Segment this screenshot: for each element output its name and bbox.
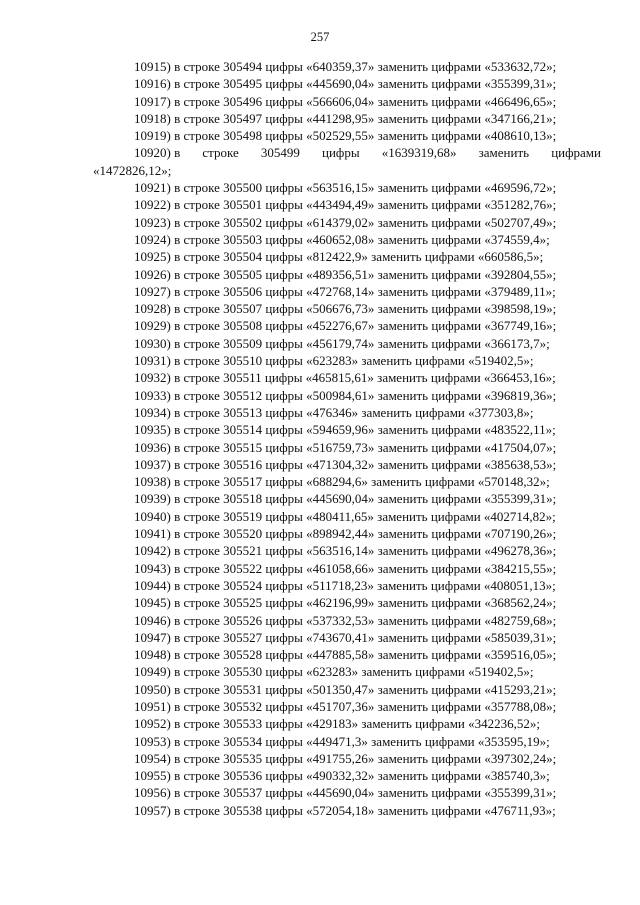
amendment-line: 10954) в строке 305535 цифры «491755,26» заменить цифрами «397302,24»; [134,750,557,766]
wrapped-entry-word: 10920) в [134,145,181,161]
wrapped-entry-word: заменить [478,145,530,161]
amendment-line: 10957) в строке 305538 цифры «572054,18» заменить цифрами «476711,93»; [134,802,556,818]
amendment-line: 10932) в строке 305511 цифры «465815,61» заменить цифрами «366453,16»; [134,370,556,386]
amendment-line: 10949) в строке 305530 цифры «623283» заменить цифрами «519402,5»; [134,664,534,680]
page-number: 257 [310,30,330,44]
amendment-line: 10937) в строке 305516 цифры «471304,32» заменить цифрами «385638,53»; [134,456,557,472]
amendment-line: 10924) в строке 305503 цифры «460652,08» заменить цифрами «374559,4»; [134,231,550,247]
amendment-line: 10933) в строке 305512 цифры «500984,61» заменить цифрами «396819,36»; [134,387,557,403]
amendment-line: 10941) в строке 305520 цифры «898942,44» заменить цифрами «707190,26»; [134,526,557,542]
wrapped-entry-word: «1639319,68» [381,145,457,161]
amendment-line: 10927) в строке 305506 цифры «472768,14» заменить цифрами «379489,11»; [134,283,556,299]
amendment-line: 10944) в строке 305524 цифры «511718,23» заменить цифрами «408051,13»; [134,577,556,593]
amendment-line: 10952) в строке 305533 цифры «429183» заменить цифрами «342236,52»; [134,716,540,732]
amendment-list [93,58,601,819]
amendment-line: 10938) в строке 305517 цифры «688294,6» заменить цифрами «570148,32»; [134,474,550,490]
amendment-line: 10925) в строке 305504 цифры «812422,9» заменить цифрами «660586,5»; [134,249,544,265]
wrapped-entry-word: цифрами [551,145,601,161]
amendment-line: 10931) в строке 305510 цифры «623283» заменить цифрами «519402,5»; [134,353,534,369]
amendment-line: 10936) в строке 305515 цифры «516759,73» заменить цифрами «417504,07»; [134,439,557,455]
entries-before [93,58,601,144]
amendment-line: 10935) в строке 305514 цифры «594659,96» заменить цифрами «483522,11»; [134,422,556,438]
amendment-line: 10951) в строке 305532 цифры «451707,36» заменить цифрами «357788,08»; [134,698,557,714]
amendment-line: 10921) в строке 305500 цифры «563516,15» заменить цифрами «469596,72»; [134,180,557,196]
wrapped-entry-word: цифры [322,145,360,161]
amendment-line: 10950) в строке 305531 цифры «501350,47» заменить цифрами «415293,21»; [134,681,557,697]
amendment-line: 10955) в строке 305536 цифры «490332,32» заменить цифрами «385740,3»; [134,768,550,784]
amendment-line: 10929) в строке 305508 цифры «452276,67» заменить цифрами «367749,16»; [134,318,557,334]
amendment-line: 10943) в строке 305522 цифры «461058,66» заменить цифрами «384215,55»; [134,560,557,576]
wrapped-entry-first-line [93,144,601,161]
amendment-line: 10916) в строке 305495 цифры «445690,04» заменить цифрами «355399,31»; [134,76,557,92]
amendment-line: 10945) в строке 305525 цифры «462196,99» заменить цифрами «368562,24»; [134,595,557,611]
amendment-line: 10953) в строке 305534 цифры «449471,3» заменить цифрами «353595,19»; [134,733,550,749]
amendment-line: 10917) в строке 305496 цифры «566606,04» заменить цифрами «466496,65»; [134,93,557,109]
amendment-line: 10930) в строке 305509 цифры «456179,74» заменить цифрами «366173,7»; [134,335,550,351]
amendment-line: 10923) в строке 305502 цифры «614379,02» заменить цифрами «502707,49»; [134,214,557,230]
amendment-line: 10939) в строке 305518 цифры «445690,04» заменить цифрами «355399,31»; [134,491,557,507]
amendment-line: 10956) в строке 305537 цифры «445690,04» заменить цифрами «355399,31»; [134,785,557,801]
amendment-line: 10928) в строке 305507 цифры «506676,73» заменить цифрами «398598,19»; [134,301,557,317]
amendment-line: 10942) в строке 305521 цифры «563516,14» заменить цифрами «496278,36»; [134,543,557,559]
wrapped-entry-word: 305499 [260,145,300,161]
amendment-line: 10948) в строке 305528 цифры «447885,58» заменить цифрами «359516,05»; [134,647,557,663]
amendment-line: 10918) в строке 305497 цифры «441298,95» заменить цифрами «347166,21»; [134,110,557,126]
amendment-line: 10946) в строке 305526 цифры «537332,53» заменить цифрами «482759,68»; [134,612,557,628]
wrapped-entry-continuation: «1472826,12»; [93,162,172,178]
wrapped-entry-word: строке [202,145,239,161]
amendment-line: 10947) в строке 305527 цифры «743670,41» заменить цифрами «585039,31»; [134,629,557,645]
amendment-line: 10922) в строке 305501 цифры «443494,49» заменить цифрами «351282,76»; [134,197,557,213]
amendment-line: 10915) в строке 305494 цифры «640359,37» заменить цифрами «533632,72»; [134,59,557,74]
amendment-line: 10934) в строке 305513 цифры «476346» заменить цифрами «377303,8»; [134,404,534,420]
amendment-line: 10926) в строке 305505 цифры «489356,51» заменить цифрами «392804,55»; [134,266,557,282]
amendment-line: 10919) в строке 305498 цифры «502529,55» заменить цифрами «408610,13»; [134,128,557,144]
entries-after [93,179,601,819]
amendment-line: 10940) в строке 305519 цифры «480411,65» заменить цифрами «402714,82»; [134,508,556,524]
